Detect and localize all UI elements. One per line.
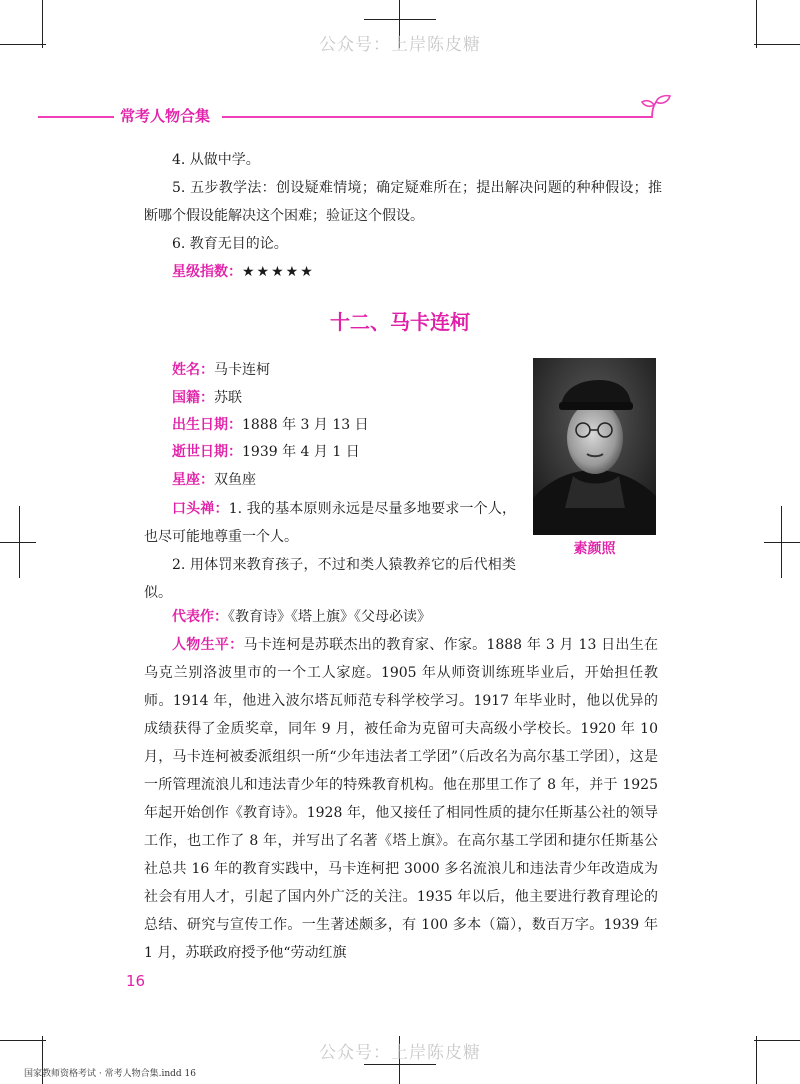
list-item: 5. 五步教学法：创设疑难情境；确定疑难所在；提出解决问题的种种假设；推断哪个假设能解决这个困难；验证这个假设。 — [144, 180, 662, 224]
crop-mark — [19, 506, 20, 578]
portrait-image — [533, 358, 656, 535]
sign-value: 双鱼座 — [214, 472, 256, 488]
works-label: 代表作： — [172, 609, 228, 625]
footer-file-info: 国家教师资格考试 · 常考人物合集.indd 16 — [24, 1069, 196, 1079]
nationality-label: 国籍： — [172, 390, 214, 406]
rating-stars: ★★★★★ — [242, 264, 315, 280]
section-title: 十二、马卡连柯 — [330, 310, 470, 334]
sprout-icon — [640, 93, 672, 119]
works-value: 《教育诗》《塔上旗》《父母必读》 — [228, 609, 431, 625]
birth-row — [172, 411, 512, 439]
birth-label: 出生日期： — [172, 417, 242, 433]
page-number: 16 — [126, 972, 146, 990]
photo-caption: 素颜照 — [573, 541, 616, 557]
header-line-left — [38, 116, 114, 118]
nationality-value: 苏联 — [214, 390, 242, 406]
quote-2-row: 2. 用体罚来教育孩子，不过和类人猿教养它的后代相类似。 — [144, 557, 516, 601]
death-label: 逝世日期： — [172, 444, 242, 460]
watermark-bottom: 公众号：上岸陈皮糖 — [319, 1043, 481, 1063]
header-line-right — [222, 116, 652, 118]
death-value: 1939 年 4 月 1 日 — [242, 444, 360, 460]
portrait-photo — [533, 358, 656, 535]
bio-value: 马卡连柯是苏联杰出的教育家、作家。1888 年 3 月 13 日出生在乌克兰别洛波里市的一个工人家庭。1905 年从师资训练班毕业后，开始担任教师。1914 年，他进入波尔塔瓦师范专科学校学习。1917 年毕业时，他以优异的成绩获得了金质奖章，同年 9 月，被任命为克留可夫高级小学校长。1920 年 10 月，马卡连柯被委派组织一所“少年违法者工学团”（后改名为高尔基工学团），这是一所管理流浪儿和违法青少年的特殊教育机构。他在那里工作了 8 年，并于 1925 年起开始创作《教育诗》。1928 年，他又接任了相同性质的捷尔任斯基公社的领导工作，也工作了 8 年，并写出了名著《塔上旗》。在高尔基工学团和捷尔任斯基公社总共 16 年的教育实践中，马卡连柯把 3000 多名流浪儿和违法青少年改造成为社会有用人才，引起了国内外广泛的关注。1935 年以后，他主要进行教育理论的总结、研究与宣传工作。一生著述颇多，有 100 多本（篇），数百万字。1939 年 1 月，苏联政府授予他“劳动红旗 — [144, 637, 658, 961]
biography — [144, 631, 658, 967]
rating-row — [172, 258, 662, 286]
quote-1: 1. 我的基本原则永远是尽量多地要求一个人，也尽可能地尊重一个人。 — [144, 501, 517, 545]
name-value: 马卡连柯 — [214, 362, 270, 378]
birth-value: 1888 年 3 月 13 日 — [242, 417, 369, 433]
sign-label: 星座： — [172, 472, 214, 488]
list-item: 4. 从做中学。 — [172, 152, 260, 168]
death-row — [172, 438, 512, 466]
sign-row — [172, 466, 512, 494]
crop-mark — [764, 542, 800, 543]
crop-mark — [364, 19, 436, 20]
list-item: 6. 教育无目的论。 — [172, 236, 288, 252]
crop-mark — [781, 506, 782, 578]
watermark-top: 公众号：上岸陈皮糖 — [319, 35, 481, 55]
header-title: 常考人物合集 — [120, 107, 211, 125]
crop-mark — [0, 542, 36, 543]
quote-row — [144, 495, 516, 551]
nationality-row — [172, 384, 512, 412]
bio-label: 人物生平： — [172, 637, 244, 653]
crop-mark — [364, 1064, 436, 1065]
quote-label: 口头禅： — [172, 501, 229, 517]
rating-label: 星级指数： — [172, 264, 242, 280]
name-row — [172, 356, 512, 384]
name-label: 姓名： — [172, 362, 214, 378]
works-row — [172, 603, 662, 631]
